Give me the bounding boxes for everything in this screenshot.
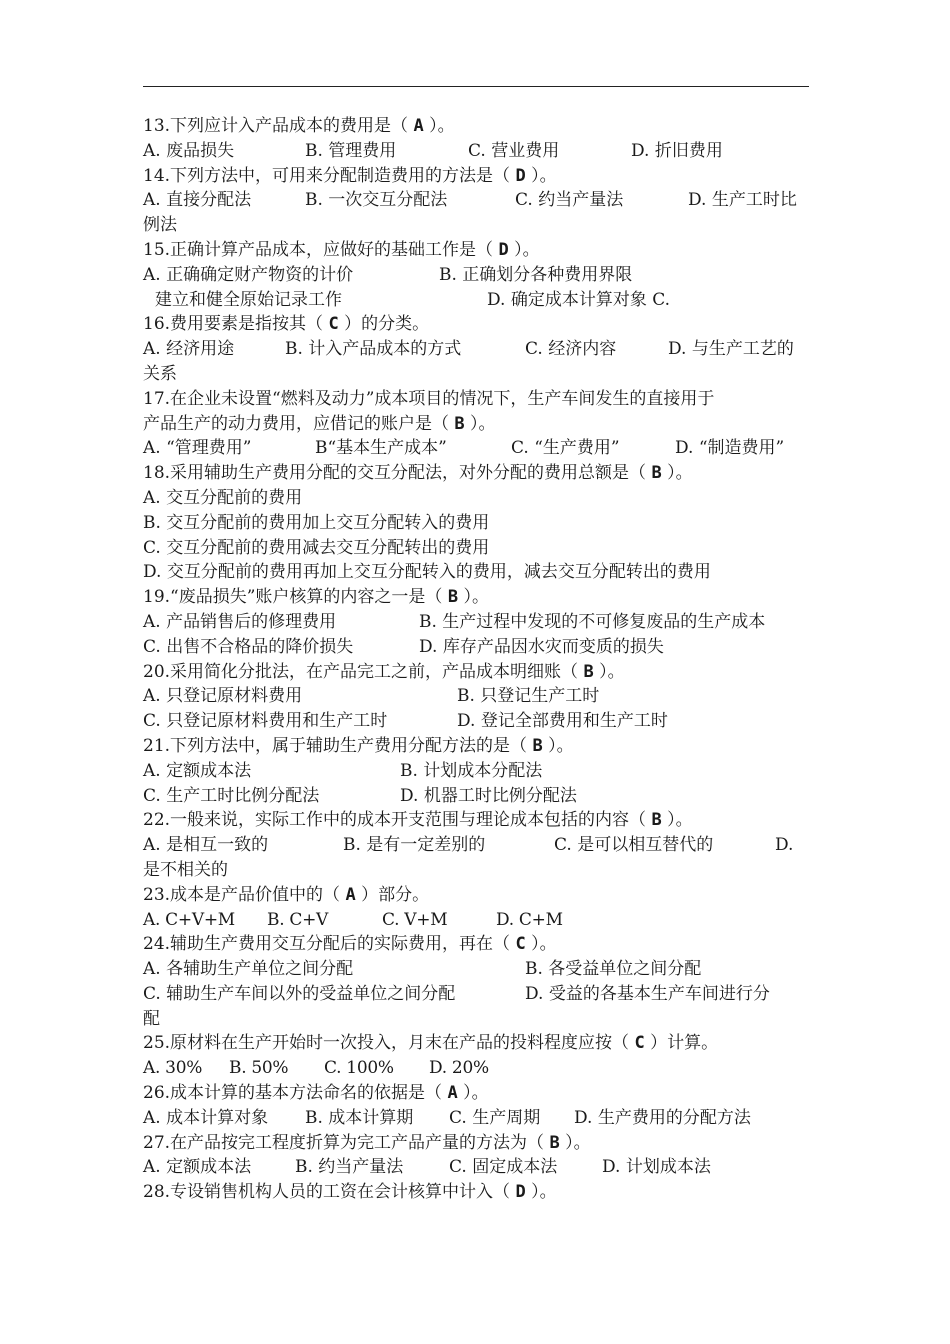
option-a: A. 正确确定财产物资的计价: [143, 264, 354, 285]
question-text: 辅助生产费用交互分配后的实际费用，再在（: [170, 934, 516, 955]
question-18-option-b: [143, 511, 813, 536]
question-16-options: [143, 337, 813, 362]
question-number: 15: [143, 239, 165, 260]
question-text-end: ）。: [525, 1182, 557, 1203]
answer-letter: B: [532, 735, 543, 756]
question-22-options: [143, 833, 813, 858]
question-21-options-row1: [143, 759, 813, 784]
question-17-stem-line1: 17.在企业未设置“燃料及动力”成本项目的情况下，生产车间发生的直接用于: [143, 388, 715, 409]
question-25-options: [143, 1056, 813, 1081]
answer-letter: C: [634, 1033, 645, 1054]
question-25-stem: 25.原材料在生产开始时一次投入，月末在产品的投料程度应按（ C ）计算。: [143, 1033, 719, 1054]
option-a: A. 废品损失: [143, 140, 235, 161]
answer-letter: B: [447, 587, 459, 608]
question-26-stem: 26.成本计算的基本方法命名的依据是（ A ）。: [143, 1083, 489, 1104]
question-18-stem: 18.采用辅助生产费用分配的交互分配法，对外分配的费用总额是（ B ）。: [143, 463, 693, 484]
answer-letter: D: [515, 1182, 526, 1203]
question-13-stem: 13.下列应计入产品成本的费用是（ A ）。: [143, 116, 455, 136]
question-number: 17: [143, 388, 165, 409]
option-a: A. 只登记原材料费用: [143, 686, 303, 707]
option-b: B. C+V: [267, 909, 329, 930]
option-c: C. 固定成本法: [449, 1157, 558, 1178]
option-c: C. 营业费用: [468, 140, 560, 161]
option-a: A. “管理费用”: [143, 438, 252, 459]
question-text: “废品损失”账户核算的内容之一是（: [170, 587, 448, 608]
question-text: 成本计算的基本方法命名的依据是（: [170, 1083, 448, 1104]
option-a: A. 各辅助生产单位之间分配: [143, 959, 354, 980]
option-b: B. 一次交互分配法: [305, 190, 448, 211]
question-text-end: ）。: [423, 116, 455, 136]
option-c: C. 生产工时比例分配法: [143, 785, 320, 806]
option-wrap-text: 配: [143, 1008, 160, 1029]
option-d: D.: [775, 835, 794, 856]
question-19-stem: 19.“废品损失”账户核算的内容之一是（ B ）。: [143, 587, 489, 608]
question-14-options: [143, 188, 813, 213]
option-wrap-text: 是不相关的: [143, 859, 228, 880]
option-c: C. 100%: [324, 1058, 394, 1079]
option-a: A. 成本计算对象: [143, 1107, 269, 1128]
question-27-stem: 27.在产品按完工程度折算为完工产品产量的方法为（ B ）。: [143, 1132, 591, 1153]
option-c: C. 出售不合格品的降价损失: [143, 636, 354, 657]
option-d: D. 机器工时比例分配法: [400, 785, 577, 806]
question-text-end: ）。: [458, 587, 489, 608]
question-23-stem: 23.成本是产品价值中的（ A ）部分。: [143, 884, 430, 905]
option-c: C. 只登记原材料费用和生产工时: [143, 711, 388, 732]
question-23-options: [143, 908, 813, 933]
option-d: D. C+M: [496, 909, 563, 930]
option-c: C. 是可以相互替代的: [554, 835, 714, 856]
option-b: B. 只登记生产工时: [457, 686, 600, 707]
question-28-stem: 28.专设销售机构人员的工资在会计核算中计入（ D ）。: [143, 1182, 557, 1203]
question-text: 原材料在生产开始时一次投入，月末在产品的投料程度应按（: [170, 1033, 635, 1054]
header-rule: [143, 86, 809, 87]
option-a: A. 定额成本法: [143, 1157, 252, 1178]
option-c: C. 交互分配前的费用减去交互分配转出的费用: [143, 537, 490, 558]
question-number: 27: [143, 1132, 165, 1153]
option-a: A. 交互分配前的费用: [143, 487, 303, 508]
option-b: B. 计入产品成本的方式: [285, 339, 462, 360]
question-number: 25: [143, 1033, 165, 1054]
question-text-end: ）。: [542, 735, 574, 756]
question-22-stem: 22.一般来说，实际工作中的成本开支范围与理论成本包括的内容（ B ）。: [143, 810, 693, 831]
question-20-options-row1: [143, 684, 813, 709]
question-text: 产品生产的动力费用，应借记的账户是（: [143, 413, 455, 434]
option-d: D. 与生产工艺的: [668, 339, 794, 360]
question-17-stem-line2: [143, 412, 813, 437]
question-text: 正确计算产品成本，应做好的基础工作是（: [170, 239, 499, 260]
question-20-stem: 20.采用简化分批法，在产品完工之前，产品成本明细账（ B ）。: [143, 661, 625, 682]
answer-letter: C: [515, 934, 526, 955]
option-wrap-text: 关系: [143, 363, 177, 384]
option-c: C. 经济内容: [525, 339, 617, 360]
question-24-option-wrap: [143, 1007, 813, 1032]
question-number: 16: [143, 314, 165, 335]
option-c: C. V+M: [382, 909, 448, 930]
option-c: C. 生产周期: [449, 1107, 541, 1128]
question-number: 14: [143, 165, 165, 186]
option-a: A. 定额成本法: [143, 760, 252, 781]
answer-letter: B: [583, 661, 594, 682]
answer-letter: D: [515, 165, 526, 186]
question-text: 专设销售机构人员的工资在会计核算中计入（: [170, 1182, 516, 1203]
option-c: C. “生产费用”: [511, 438, 620, 459]
option-d: D. 确定成本计算对象 C.: [487, 289, 671, 310]
option-d: D. 20%: [429, 1058, 489, 1079]
option-b: B. 约当产量法: [295, 1157, 404, 1178]
question-16-stem: 16.费用要素是指按其（ C ）的分类。: [143, 314, 430, 335]
question-text: 下列方法中，属于辅助生产费用分配方法的是（: [170, 735, 533, 756]
option-b: B“基本生产成本”: [315, 438, 447, 459]
option-a: A. 30%: [143, 1058, 203, 1079]
question-17-options: [143, 436, 813, 461]
question-24-options-row1: [143, 957, 813, 982]
question-14-stem: 14.下列方法中，可用来分配制造费用的方法是（ D ）。: [143, 165, 557, 186]
question-number: 22: [143, 810, 165, 831]
option-b: B. 交互分配前的费用加上交互分配转入的费用: [143, 512, 490, 533]
question-text: 在产品按完工程度折算为完工产品产量的方法为（: [170, 1132, 550, 1153]
option-b: B. 50%: [229, 1058, 289, 1079]
option-d: D. 生产费用的分配方法: [574, 1107, 751, 1128]
answer-letter: A: [345, 884, 356, 905]
question-text: 采用辅助生产费用分配的交互分配法，对外分配的费用总额是（: [170, 463, 652, 484]
question-text-end: ）。: [661, 810, 693, 831]
option-d: D. 生产工时比: [688, 190, 797, 211]
question-text-end: ）。: [661, 463, 693, 484]
answer-letter: B: [549, 1132, 560, 1153]
question-text: 下列应计入产品成本的费用是（: [170, 116, 414, 136]
option-b: B. 计划成本分配法: [400, 760, 543, 781]
option-wrap-text: 例法: [143, 215, 177, 236]
question-24-options-row2: [143, 982, 813, 1007]
option-b: B. 管理费用: [305, 140, 397, 161]
answer-letter: B: [651, 810, 662, 831]
option-b: B. 是有一定差别的: [343, 835, 486, 856]
question-14-option-wrap: [143, 213, 813, 238]
question-text-end: ）。: [525, 934, 557, 955]
question-text: 费用要素是指按其（: [170, 314, 329, 335]
option-b: B. 生产过程中发现的不可修复废品的生产成本: [419, 611, 766, 632]
question-number: 26: [143, 1083, 165, 1104]
answer-letter: B: [454, 413, 465, 434]
option-d: D. 受益的各基本生产车间进行分: [525, 983, 770, 1004]
question-18-option-d: [143, 560, 813, 585]
question-text-end: ）计算。: [644, 1033, 719, 1054]
option-b: B. 各受益单位之间分配: [525, 959, 702, 980]
question-16-option-wrap: [143, 362, 813, 387]
option-c: C. 辅助生产车间以外的受益单位之间分配: [143, 983, 456, 1004]
option-a: A. 是相互一致的: [143, 835, 269, 856]
question-21-stem: 21.下列方法中，属于辅助生产费用分配方法的是（ B ）。: [143, 735, 574, 756]
answer-letter: A: [413, 116, 424, 136]
answer-letter: A: [447, 1083, 458, 1104]
option-c: C. 约当产量法: [515, 190, 624, 211]
question-24-stem: 24.辅助生产费用交互分配后的实际费用，再在（ C ）。: [143, 934, 557, 955]
question-text-end: ）。: [508, 239, 540, 260]
question-number: 19: [143, 587, 165, 608]
question-number: 18: [143, 463, 165, 484]
question-text: 在企业未设置“燃料及动力”成本项目的情况下，生产车间发生的直接用于: [170, 388, 715, 409]
question-number: 24: [143, 934, 165, 955]
question-22-option-wrap: [143, 858, 813, 883]
question-text-end: ）。: [593, 661, 625, 682]
question-text: 下列方法中，可用来分配制造费用的方法是（: [170, 165, 516, 186]
option-d: D. 折旧费用: [631, 140, 723, 161]
option-a: A. 直接分配法: [143, 190, 252, 211]
question-20-options-row2: [143, 709, 813, 734]
option-a: A. C+V+M: [143, 909, 235, 930]
question-18-option-a: [143, 486, 813, 511]
question-number: 13: [143, 116, 165, 136]
question-text: 采用简化分批法，在产品完工之前，产品成本明细账（: [170, 661, 584, 682]
question-text-end: ）。: [559, 1132, 591, 1153]
option-a: A. 产品销售后的修理费用: [143, 611, 337, 632]
option-d: D. 交互分配前的费用再加上交互分配转入的费用，减去交互分配转出的费用: [143, 562, 711, 583]
question-26-options: [143, 1106, 813, 1131]
question-27-options: [143, 1155, 813, 1180]
question-text-end: ）部分。: [355, 884, 430, 905]
option-d: D. 登记全部费用和生产工时: [457, 711, 668, 732]
question-15-options-row1: [143, 263, 813, 288]
option-d: D. “制造费用”: [675, 438, 785, 459]
option-c: 建立和健全原始记录工作: [155, 289, 342, 310]
question-text-end: ）。: [464, 413, 496, 434]
answer-letter: C: [328, 314, 339, 335]
question-15-stem: 15.正确计算产品成本，应做好的基础工作是（ D ）。: [143, 239, 540, 260]
question-text-end: ）。: [525, 165, 557, 186]
question-21-options-row2: [143, 784, 813, 809]
question-15-options-row2: [143, 288, 813, 313]
question-number: 23: [143, 884, 165, 905]
question-text: 一般来说，实际工作中的成本开支范围与理论成本包括的内容（: [170, 810, 652, 831]
answer-letter: D: [498, 239, 509, 260]
question-19-options-row2: [143, 635, 813, 660]
question-19-options-row1: [143, 610, 813, 635]
option-d: D. 计划成本法: [602, 1157, 711, 1178]
option-a: A. 经济用途: [143, 339, 235, 360]
question-text: 成本是产品价值中的（: [170, 884, 346, 905]
question-18-option-c: [143, 536, 813, 561]
option-d: D. 库存产品因水灾而变质的损失: [419, 636, 664, 657]
question-number: 21: [143, 735, 165, 756]
question-text-end: ）。: [457, 1083, 489, 1104]
option-b: B. 正确划分各种费用界限: [439, 264, 633, 285]
question-text-end: ）的分类。: [338, 314, 430, 335]
option-b: B. 成本计算期: [305, 1107, 414, 1128]
question-13-options: [143, 139, 813, 164]
question-number: 28: [143, 1182, 165, 1203]
question-list: [143, 114, 813, 1205]
question-number: 20: [143, 661, 165, 682]
answer-letter: B: [651, 463, 662, 484]
